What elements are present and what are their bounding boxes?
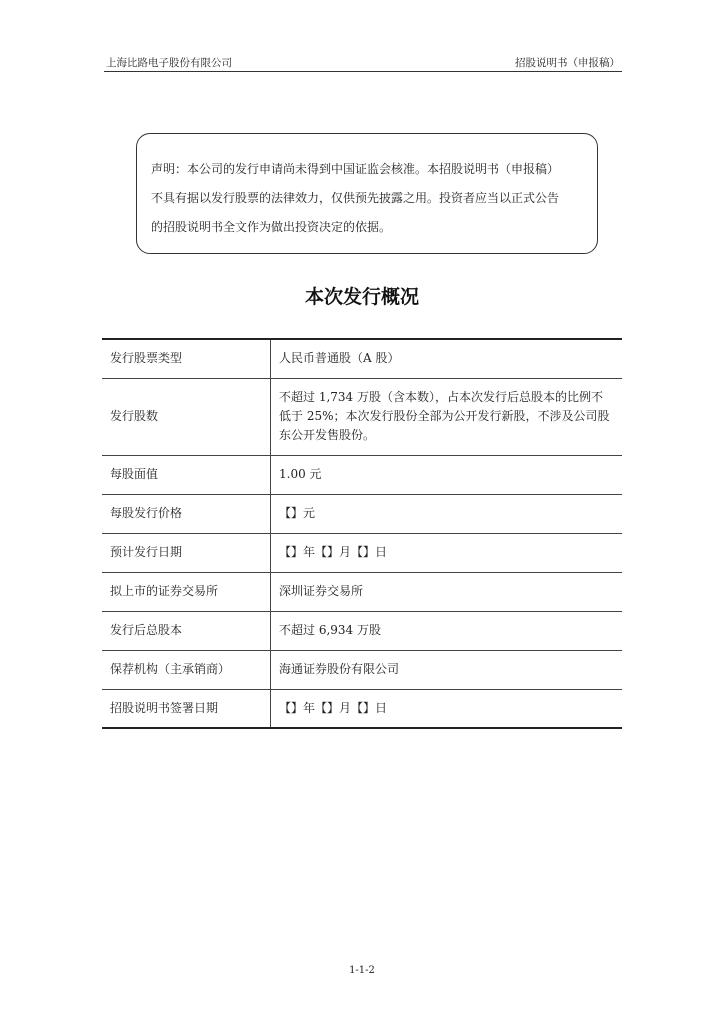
row-label: 预计发行日期 (102, 533, 271, 572)
table-row (102, 378, 622, 455)
row-value: 不超过 6,934 万股 (271, 611, 623, 650)
row-label: 拟上市的证券交易所 (102, 572, 271, 611)
table-row (102, 339, 622, 378)
row-value: 不超过 1,734 万股（含本数），占本次发行后总股本的比例不低于 25%；本次发行股份全部为公开发行新股，不涉及公司股东公开发售股份。 (271, 378, 623, 455)
header-company-name: 上海比路电子股份有限公司 (106, 57, 232, 69)
disclaimer-line: 的招股说明书全文作为做出投资决定的依据。 (151, 220, 392, 234)
table-row (102, 650, 622, 689)
section-title: 本次发行概况 (304, 286, 419, 308)
row-label: 每股发行价格 (102, 494, 271, 533)
table-row (102, 689, 622, 728)
row-value: 海通证券股份有限公司 (271, 650, 623, 689)
disclaimer-line: 不具有据以发行股票的法律效力，仅供预先披露之用。投资者应当以正式公告 (151, 191, 560, 205)
row-label: 发行股数 (102, 378, 271, 455)
row-value: 深圳证券交易所 (271, 572, 623, 611)
table-row (102, 611, 622, 650)
row-value: 人民币普通股（A 股） (279, 351, 400, 366)
header-rule (104, 71, 622, 72)
row-label: 每股面值 (102, 455, 271, 494)
header-document-type: 招股说明书（申报稿） (515, 57, 620, 69)
row-label: 保荐机构（主承销商） (102, 650, 271, 689)
table-row (102, 533, 622, 572)
row-label: 发行后总股本 (102, 611, 271, 650)
row-value: 【】年【】月【】日 (271, 533, 623, 572)
disclaimer-line: 声明：本公司的发行申请尚未得到中国证监会核准。本招股说明书（申报稿） (151, 162, 560, 176)
row-value: 1.00 元 (271, 455, 623, 494)
row-label: 发行股票类型 (102, 339, 271, 378)
table-row (102, 572, 622, 611)
offering-overview-table (102, 338, 622, 729)
table-row (102, 455, 622, 494)
row-label: 招股说明书签署日期 (102, 689, 271, 728)
page-number: 1-1-2 (349, 965, 375, 976)
page-header (106, 56, 620, 70)
disclaimer-box (136, 133, 598, 254)
table-row (102, 494, 622, 533)
row-value: 【】元 (271, 494, 623, 533)
row-value: 【】年【】月【】日 (271, 689, 623, 728)
